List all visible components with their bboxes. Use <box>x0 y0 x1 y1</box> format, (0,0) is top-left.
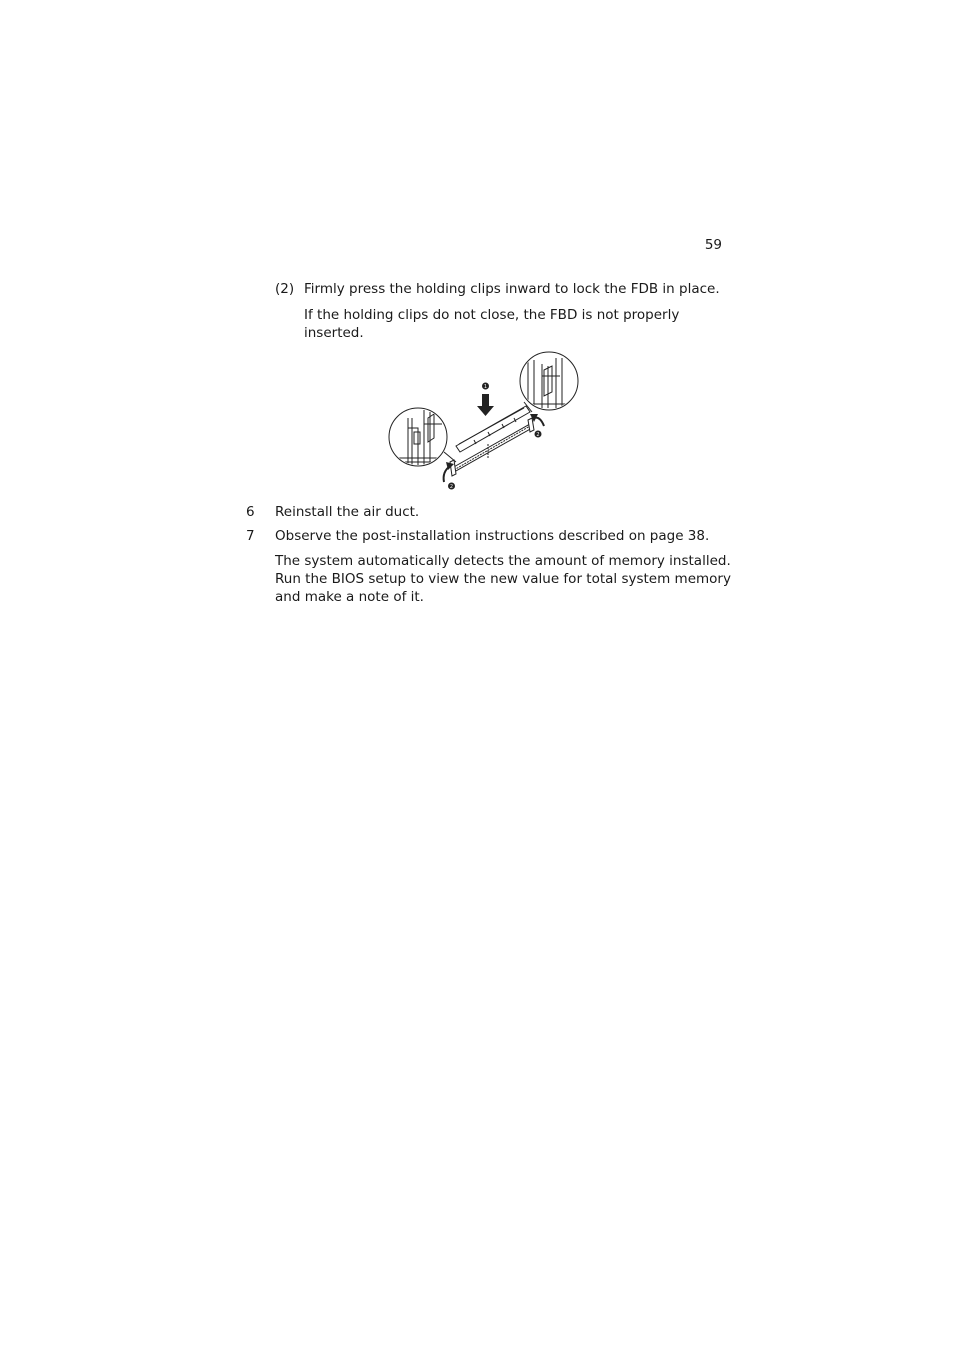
substep-2-text: Firmly press the holding clips inward to lock the FDB in place. <box>304 281 720 297</box>
substep-2-note-line-2: inserted. <box>304 325 364 341</box>
step-6-text: Reinstall the air duct. <box>275 504 420 520</box>
page-number: 59 <box>704 237 722 253</box>
callout-2-right: 2 <box>536 432 540 438</box>
callout-1: 1 <box>483 384 488 390</box>
callout-2-left: 2 <box>449 484 454 490</box>
step-7-note-line-2: Run the BIOS setup to view the new value for total system memory <box>275 571 731 587</box>
substep-2-label: (2) <box>275 281 295 297</box>
step-7-number: 7 <box>246 528 255 544</box>
memory-module-install-illustration <box>384 348 584 494</box>
substep-2-note-line-1: If the holding clips do not close, the FBD is not properly <box>304 307 680 323</box>
step-6-number: 6 <box>246 504 255 520</box>
step-7-note-line-1: The system automatically detects the amount of memory installed. <box>275 553 731 569</box>
step-7-note-line-3: and make a note of it. <box>275 589 424 605</box>
step-7-text: Observe the post-installation instructions described on page 38. <box>275 528 710 544</box>
